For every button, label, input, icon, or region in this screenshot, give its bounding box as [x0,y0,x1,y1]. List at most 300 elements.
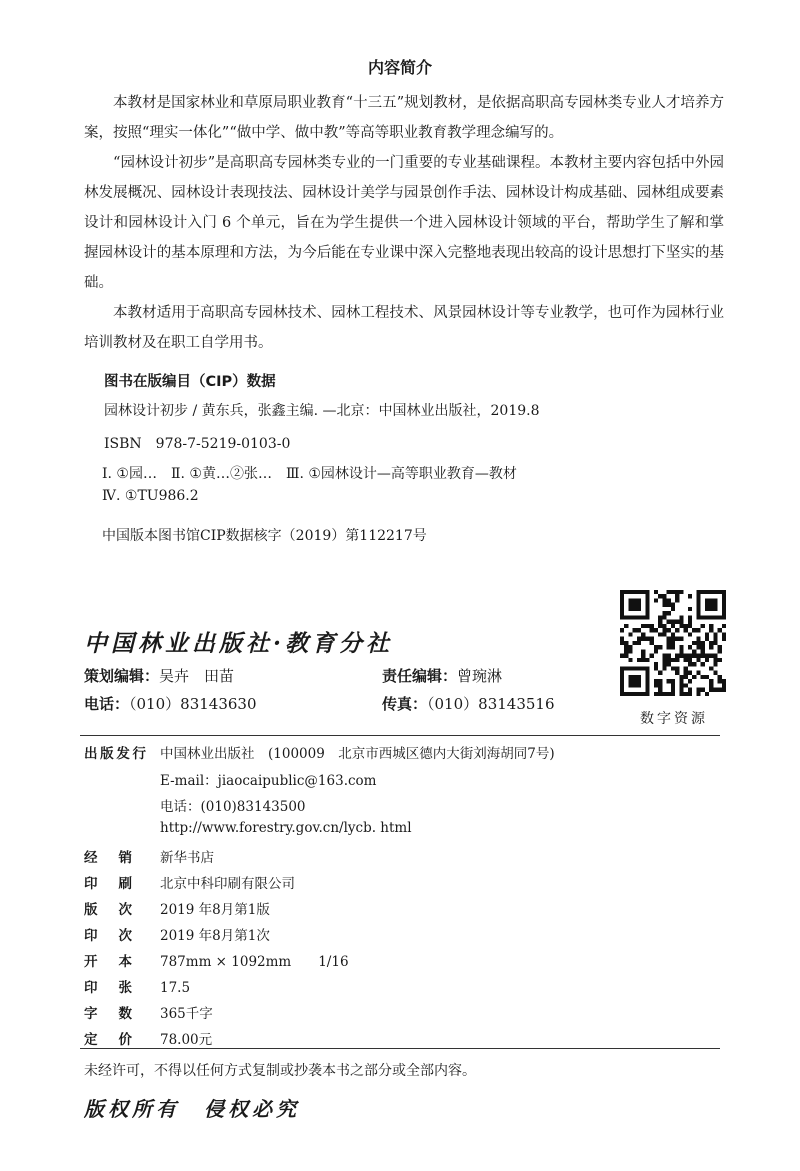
qr-module [692,649,696,653]
qr-module [688,645,692,649]
qr-module [667,637,671,641]
fax-number: （010）83143516 [427,695,555,713]
qr-module [645,611,649,615]
fax-label: 传真： [382,695,428,713]
qr-module [662,692,666,696]
qr-module [637,637,641,641]
qr-module [671,645,675,649]
qr-module [679,620,683,624]
qr-module [679,645,683,649]
qr-module [628,607,632,611]
qr-module [713,662,717,666]
qr-module [671,683,675,687]
qr-module [620,683,624,687]
qr-module [705,607,709,611]
qr-module [628,679,632,683]
qr-module [684,628,688,632]
qr-module [696,645,700,649]
qr-module [709,688,713,692]
qr-module [620,666,624,670]
qr-module [645,607,649,611]
qr-module [709,607,713,611]
qr-module [628,615,632,619]
imprint-label-char: 版 [100,746,114,762]
qr-module [722,598,726,602]
qr-module [650,628,654,632]
qr-module [675,594,679,598]
qr-module [713,671,717,675]
qr-module [701,615,705,619]
qr-module [650,637,654,641]
cip-heading: 图书在版编目（CIP）数据 [104,374,276,390]
qr-module [718,628,722,632]
qr-module [633,628,637,632]
qr-caption: 数字资源 [640,711,708,727]
qr-module [620,679,624,683]
imprint-label [84,924,132,948]
qr-module [701,654,705,658]
summary-paragraph: 本教材是国家林业和草原局职业教育“十三五”规划教材，是依据高职高专园林类专业人才培养方案，按照“理实一体化”“做中学、做中教”等高等职业教育教学理念编写的。 [84,95,724,141]
cip-isbn: ISBN 978-7-5219-0103-0 [104,436,291,452]
qr-module [620,628,624,632]
qr-module [624,615,628,619]
qr-module [684,624,688,628]
imprint-value: 2019 年8月第1次 [160,928,270,944]
qr-module [671,607,675,611]
qr-module [684,675,688,679]
qr-module [641,654,645,658]
qr-module [658,692,662,696]
qr-module [679,675,683,679]
qr-module [701,645,705,649]
qr-module [692,628,696,632]
qr-module [709,654,713,658]
qr-module [645,675,649,679]
qr-module [709,645,713,649]
qr-module [713,688,717,692]
qr-module [637,679,641,683]
qr-module [713,654,717,658]
qr-module [671,624,675,628]
qr-module [696,641,700,645]
imprint-label-char: 本 [118,954,132,970]
qr-module [675,590,679,594]
qr-module [662,658,666,662]
imprint-value: 17.5 [160,980,191,996]
qr-module [620,615,624,619]
qr-module [662,611,666,615]
qr-module [675,671,679,675]
publisher-brand: 中国林业出版社·教育分社 [84,630,394,657]
qr-module [658,683,662,687]
publisher-phone [84,693,257,714]
qr-module [654,649,658,653]
cip-verification: 中国版本图书馆CIP数据核字（2019）第112217号 [102,528,427,544]
imprint-label-char: 开 [84,954,98,970]
qr-module [696,590,700,594]
qr-module [688,662,692,666]
qr-module [709,679,713,683]
qr-module [679,692,683,696]
qr-module [705,675,709,679]
qr-module [654,628,658,632]
summary-paragraph: “园林设计初步”是高职高专园林类专业的一门重要的专业基础课程。本教材主要内容包括中外园林发展概况、园林设计表现技法、园林设计美学与园景创作手法、园林设计构成基础、园林组成要素设计和园林设计入门 6 个单元，旨在为学生提供一个进入园林设计领域的平台，帮助学生了解和掌握园林设计的基本原理和方法，为今后能在专业课中深入完整地表现出较高的设计思想打下坚实的基础。 [84,155,724,291]
imprint-label-char: 出 [84,746,98,762]
qr-module [713,590,717,594]
qr-module [709,598,713,602]
qr-module [688,607,692,611]
qr-module [713,632,717,636]
imprint-label-char: 销 [118,850,132,866]
qr-module [688,688,692,692]
qr-module [709,615,713,619]
qr-module [709,624,713,628]
imprint-label-char: 刷 [118,876,132,892]
imprint-label [84,976,132,1000]
qr-module [662,662,666,666]
qr-module [671,658,675,662]
qr-module [684,671,688,675]
qr-module [696,594,700,598]
summary-body [84,88,724,358]
qr-module [722,637,726,641]
qr-module [628,683,632,687]
qr-module [628,666,632,670]
qr-module [620,675,624,679]
cip-record: 园林设计初步 / 黄东兵，张鑫主编. —北京：中国林业出版社，2019.8 [104,403,540,419]
qr-module [662,615,666,619]
qr-module [654,590,658,594]
qr-module [696,603,700,607]
qr-module [641,632,645,636]
qr-module [654,692,658,696]
qr-module [718,590,722,594]
qr-module [628,632,632,636]
qr-module [667,641,671,645]
qr-module [645,594,649,598]
phone-label: 电话： [84,695,130,713]
qr-module [633,607,637,611]
qr-module [650,654,654,658]
qr-module [641,590,645,594]
publisher-email: E-mail：jiaocaipublic@163.com [160,773,377,789]
qr-code-icon[interactable] [620,590,726,696]
qr-module [654,666,658,670]
qr-module [650,624,654,628]
qr-module [654,598,658,602]
qr-module [705,590,709,594]
qr-module [701,675,705,679]
imprint-label-char: 数 [118,1006,132,1022]
imprint-label-char: 行 [132,746,146,762]
imprint-value: 78.00元 [160,1032,213,1048]
qr-module [633,683,637,687]
qr-module [705,615,709,619]
qr-module [679,688,683,692]
qr-module [701,590,705,594]
qr-module [667,611,671,615]
qr-module [633,615,637,619]
qr-module [688,615,692,619]
qr-module [645,615,649,619]
qr-module [709,641,713,645]
qr-module [696,658,700,662]
qr-module [637,683,641,687]
qr-module [667,662,671,666]
cip-classification-line: Ⅰ. ①园… Ⅱ. ①黄…②张… Ⅲ. ①园林设计—高等职业教育—教材 [102,466,517,482]
qr-module [675,666,679,670]
copyright-notice: 未经许可，不得以任何方式复制或抄袭本书之部分或全部内容。 [84,1063,476,1079]
qr-module [679,615,683,619]
qr-module [675,598,679,602]
publisher-fax [382,693,555,714]
qr-module [722,590,726,594]
qr-module [633,679,637,683]
qr-module [684,654,688,658]
qr-module [633,692,637,696]
qr-module [722,611,726,615]
qr-module [692,654,696,658]
imprint-label-char: 印 [84,928,98,944]
qr-module [620,598,624,602]
qr-module [645,590,649,594]
imprint-label-char: 印 [84,980,98,996]
qr-module [718,679,722,683]
qr-module [705,654,709,658]
imprint-label [84,872,132,896]
qr-module [662,632,666,636]
divider [80,1048,720,1049]
qr-module [684,666,688,670]
qr-module [722,679,726,683]
qr-module [637,628,641,632]
imprint-label-char: 定 [84,1032,98,1048]
qr-module [713,658,717,662]
qr-module [713,637,717,641]
qr-module [620,641,624,645]
qr-module [654,683,658,687]
qr-module [654,662,658,666]
responsible-editor-name: 曾琬淋 [457,667,503,685]
qr-module [624,624,628,628]
qr-module [654,679,658,683]
qr-module [718,688,722,692]
qr-module [671,620,675,624]
qr-module [641,624,645,628]
qr-module [709,683,713,687]
qr-module [713,641,717,645]
qr-module [675,658,679,662]
qr-module [645,666,649,670]
qr-module [701,649,705,653]
qr-module [624,590,628,594]
qr-module [633,603,637,607]
publisher-url[interactable]: http://www.forestry.gov.cn/lycb. html [160,820,412,836]
imprint-label-char: 次 [118,902,132,918]
qr-module [696,688,700,692]
qr-module [658,632,662,636]
qr-module [645,688,649,692]
qr-module [620,590,624,594]
qr-module [628,645,632,649]
imprint-publisher: 中国林业出版社 (100009 北京市西城区德内大街刘海胡同7号) [160,746,555,762]
qr-module [679,637,683,641]
qr-module [696,611,700,615]
imprint-label-char: 张 [118,980,132,996]
qr-module [701,624,705,628]
qr-module [679,679,683,683]
qr-module [688,679,692,683]
qr-module [679,649,683,653]
qr-module [662,603,666,607]
qr-module [722,632,726,636]
qr-module [722,594,726,598]
qr-module [671,666,675,670]
imprint-label-char: 字 [84,1006,98,1022]
imprint-label-char: 发 [116,746,130,762]
qr-module [658,645,662,649]
qr-module [722,683,726,687]
qr-module [624,692,628,696]
qr-module [645,658,649,662]
qr-module [624,641,628,645]
qr-module [696,654,700,658]
qr-module [662,594,666,598]
qr-module [620,688,624,692]
qr-module [705,658,709,662]
qr-module [658,624,662,628]
qr-module [628,675,632,679]
qr-module [679,654,683,658]
qr-module [671,688,675,692]
qr-module [641,658,645,662]
qr-module [654,645,658,649]
qr-module [637,675,641,679]
divider [80,735,720,736]
qr-module [684,658,688,662]
qr-module [688,594,692,598]
qr-module [658,620,662,624]
imprint-label [84,742,146,766]
qr-module [658,679,662,683]
qr-module [633,666,637,670]
qr-module [667,603,671,607]
qr-module [658,615,662,619]
qr-module [696,615,700,619]
qr-module [696,671,700,675]
imprint-label [84,950,132,974]
qr-module [671,641,675,645]
qr-module [705,637,709,641]
qr-module [688,620,692,624]
qr-module [713,615,717,619]
qr-module [662,598,666,602]
imprint-value: 北京中科印刷有限公司 [160,876,295,892]
qr-module [718,675,722,679]
qr-module [696,598,700,602]
qr-module [641,637,645,641]
qr-module [658,688,662,692]
qr-module [709,590,713,594]
qr-module [628,603,632,607]
qr-module [718,649,722,653]
qr-module [620,692,624,696]
qr-module [713,598,717,602]
qr-module [692,641,696,645]
publisher-tel: 电话：(010)83143500 [160,799,306,815]
qr-module [641,649,645,653]
qr-module [645,683,649,687]
qr-module [667,654,671,658]
qr-module [718,645,722,649]
qr-module [701,641,705,645]
qr-module [620,603,624,607]
qr-module [684,692,688,696]
qr-module [624,649,628,653]
qr-module [667,658,671,662]
qr-module [692,662,696,666]
imprint-value: 365千字 [160,1006,213,1022]
qr-module [620,611,624,615]
qr-module [713,607,717,611]
qr-module [624,666,628,670]
imprint-value: 2019 年8月第1版 [160,902,270,918]
qr-module [705,692,709,696]
qr-module [641,692,645,696]
qr-module [667,598,671,602]
qr-module [713,603,717,607]
qr-module [688,632,692,636]
qr-module [688,624,692,628]
qr-module [628,649,632,653]
qr-module [722,688,726,692]
qr-module [637,658,641,662]
imprint-label-char: 版 [84,902,98,918]
qr-module [633,675,637,679]
qr-module [624,654,628,658]
qr-module [684,683,688,687]
qr-module [696,692,700,696]
qr-module [645,679,649,683]
qr-module [650,641,654,645]
qr-module [628,692,632,696]
summary-paragraph: 本教材适用于高职高专园林技术、园林工程技术、风景园林设计等专业教学，也可作为园林行业培训教材及在职工自学用书。 [84,305,724,351]
qr-module [620,594,624,598]
qr-module [628,658,632,662]
planning-editor-label: 策划编辑： [84,667,160,685]
qr-module [701,688,705,692]
qr-module [705,598,709,602]
qr-module [671,632,675,636]
planning-editor [84,665,234,686]
qr-module [658,594,662,598]
qr-module [671,603,675,607]
qr-module [658,671,662,675]
responsible-editor-label: 责任编辑： [382,667,458,685]
qr-module [671,692,675,696]
qr-module [688,658,692,662]
qr-module [667,679,671,683]
qr-module [709,628,713,632]
qr-module [637,615,641,619]
qr-module [671,590,675,594]
qr-module [709,666,713,670]
imprint-label-char: 价 [118,1032,132,1048]
qr-module [633,641,637,645]
qr-module [633,598,637,602]
qr-module [688,654,692,658]
qr-module [637,666,641,670]
